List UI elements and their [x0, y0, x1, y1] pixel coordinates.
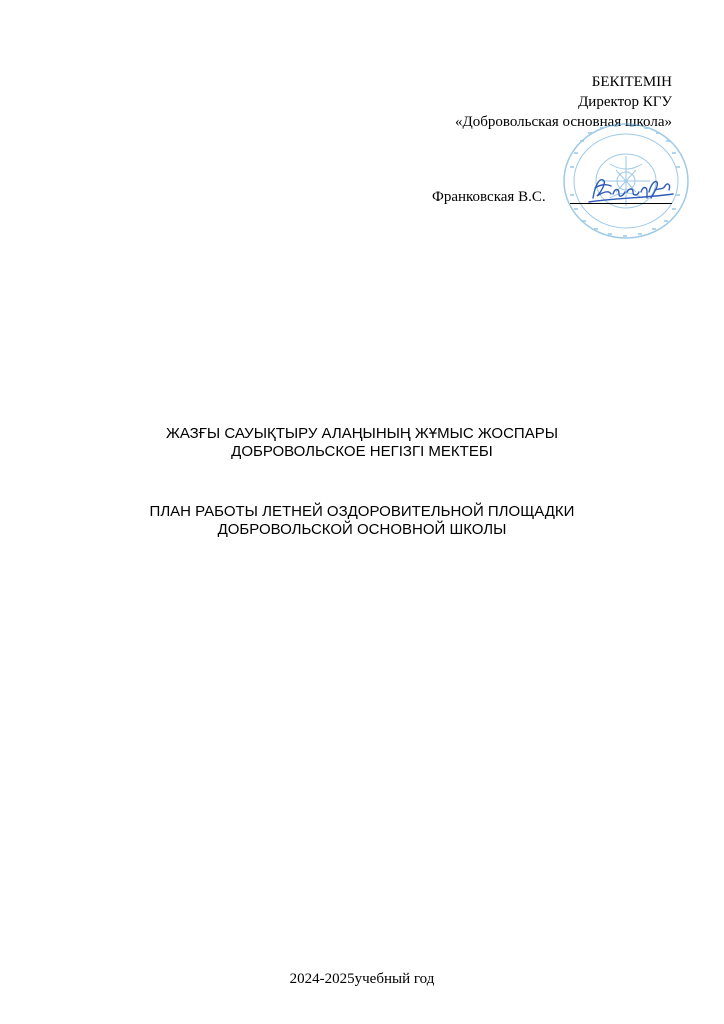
- title-russian-line1: ПЛАН РАБОТЫ ЛЕТНЕЙ ОЗДОРОВИТЕЛЬНОЙ ПЛОЩАДКИ: [149, 503, 575, 520]
- title-russian: [0, 503, 724, 539]
- director-position: Директор КГУ: [578, 94, 672, 110]
- school-name: «Добровольская основная школа»: [455, 114, 672, 130]
- title-kazakh: [0, 425, 724, 461]
- handwritten-signature-icon: [585, 168, 677, 210]
- title-kazakh-line1: ЖАЗҒЫ САУЫҚТЫРУ АЛАҢЫНЫҢ ЖҰМЫС ЖОСПАРЫ: [166, 425, 558, 442]
- title-kazakh-line2: ДОБРОВОЛЬСКОЕ НЕГІЗГІ МЕКТЕБІ: [231, 443, 493, 460]
- title-russian-line2: ДОБРОВОЛЬСКОЙ ОСНОВНОЙ ШКОЛЫ: [217, 521, 507, 538]
- approval-heading: БЕКІТЕМІН: [591, 74, 672, 90]
- signatory-name: Франковская В.С.: [432, 189, 546, 205]
- academic-year: 2024-2025учебный год: [289, 971, 435, 987]
